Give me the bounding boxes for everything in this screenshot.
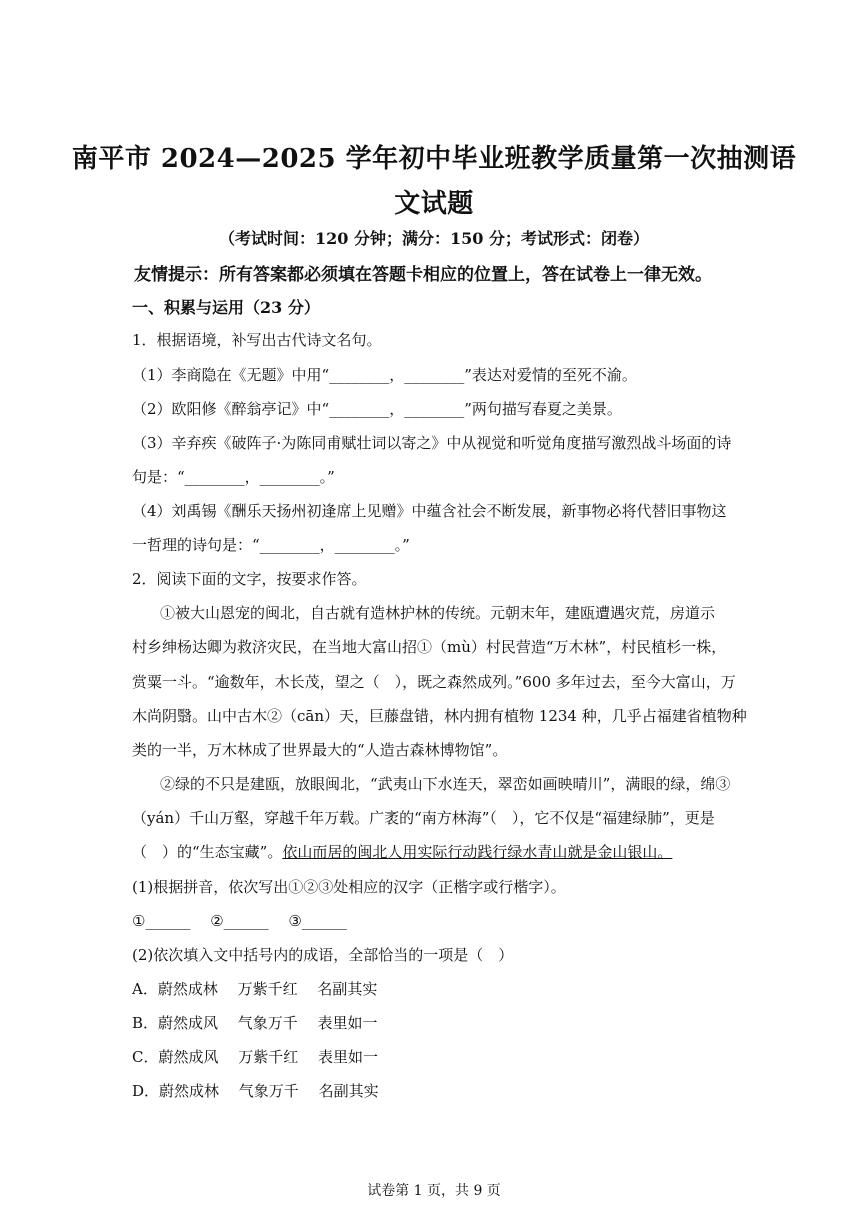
q2-stem: 2．阅读下面的文字，按要求作答。: [132, 570, 367, 588]
passage-text: （ ）的“生态宝藏”。: [132, 843, 283, 861]
passage-line: [132, 841, 738, 862]
passage-line: 村乡绅杨达卿为救济灾民，在当地大富山招①（mù）村民营造“万木林”，村民植杉一株，: [132, 638, 727, 656]
q1-item: （3）辛弃疾《破阵子·为陈同甫赋壮词以寄之》中从视觉和听觉角度描写激烈战斗场面的诗: [132, 434, 732, 452]
underlined-sentence: 依山而居的闽北人用实际行动践行绿水青山就是金山银山。: [282, 843, 673, 861]
passage-line: ②绿的不只是建瓯，放眼闽北，“武夷山下水连天，翠峦如画映晴川”，满眼的绿，绵③: [160, 775, 731, 793]
page-footer: 试卷第 1 页，共 9 页: [367, 1183, 501, 1199]
q1-item: （2）欧阳修《醉翁亭记》中“________，________”两句描写春夏之美景。: [132, 400, 622, 418]
section-heading: 一、积累与运用（23 分）: [132, 298, 320, 317]
q1-stem: 1．根据语境，补写出古代诗文名句。: [132, 331, 382, 349]
passage-line: （yán）千山万壑，穿越千年万载。广袤的“南方林海”（ ），它不仅是“福建绿肺”，更是: [132, 809, 715, 827]
exam-title-line1: 南平市 2024—2025 学年初中毕业班教学质量第一次抽测语: [71, 144, 797, 174]
q1-item: （1）李商隐在《无题》中用“________，________”表达对爱情的至死不渝。: [132, 366, 637, 384]
passage-line: 赏粟一斗。“逾数年，木长茂，望之（ ），既之森然成列。”600 多年过去，至今大富山，万: [132, 673, 736, 691]
q2-sub1: (1)根据拼音，依次写出①②③处相应的汉字（正楷字或行楷字）。: [132, 878, 566, 896]
passage-line: ①被大山恩宠的闽北，自古就有造林护林的传统。元朝末年，建瓯遭遇灾荒，房道示: [160, 604, 716, 622]
option-a: A．蔚然成林 万紫千红 名副其实: [132, 980, 378, 998]
passage-line: 木尚阴翳。山中古木②（cān）天，巨藤盘错，林内拥有植物 1234 种，几乎占福建省植物种: [132, 707, 747, 725]
option-b: B．蔚然成风 气象万千 表里如一: [132, 1014, 378, 1032]
q1-item: （4）刘禹锡《酬乐天扬州初逢席上见赠》中蕴含社会不断发展，新事物必将代替旧事物这: [132, 502, 727, 520]
exam-tip: 友情提示：所有答案都必须填在答题卡相应的位置上，答在试卷上一律无效。: [134, 265, 712, 285]
q2-sub2: (2)依次填入文中括号内的成语，全部恰当的一项是（ ）: [132, 946, 514, 964]
option-c: C．蔚然成风 万紫千红 表里如一: [132, 1048, 379, 1066]
option-d: D．蔚然成林 气象万千 名副其实: [132, 1082, 379, 1100]
answer-blanks: ①______ ②______ ③______: [132, 912, 347, 930]
q1-item: 一哲理的诗句是：“________，________。”: [132, 536, 410, 554]
exam-title-line2: 文试题: [394, 189, 474, 219]
exam-info: （考试时间：120 分钟；满分：150 分；考试形式：闭卷）: [219, 229, 649, 248]
passage-line: 类的一半，万木林成了世界最大的“人造古森林博物馆”。: [132, 741, 508, 759]
q1-item: 句是：“________，________。”: [132, 468, 335, 486]
